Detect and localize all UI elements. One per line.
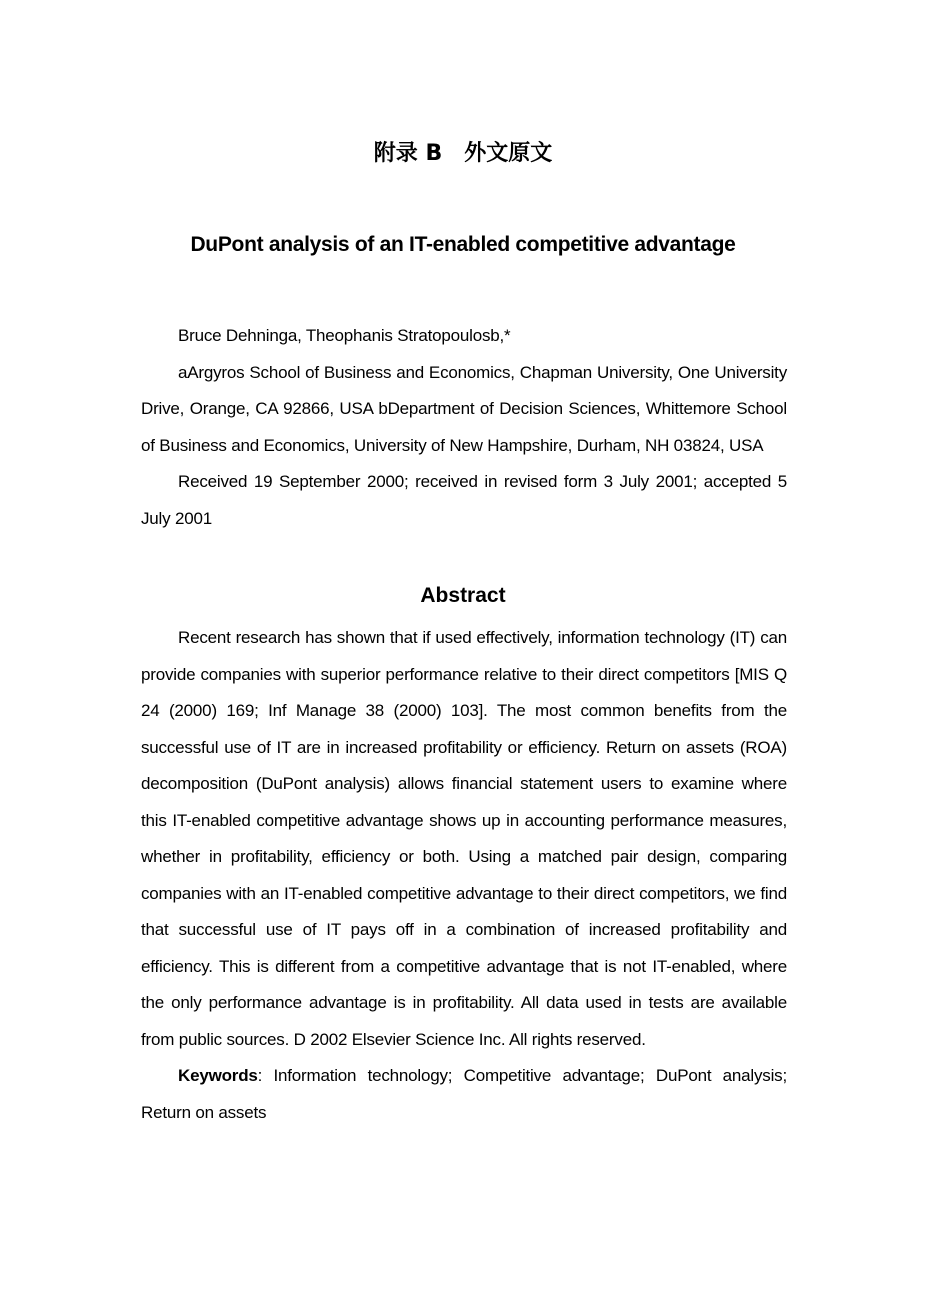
abstract-block <box>141 620 787 1131</box>
dates-paragraph: Received 19 September 2000; received in revised form 3 July 2001; accepted 5 July 2001 <box>141 472 787 528</box>
affiliations-paragraph: aArgyros School of Business and Economics, Chapman University, One University Drive, Orange, CA 92866, USA bDepartment of Decision Sciences, Whittemore School of Business and Economics, University of New Hampshire, Durham, NH 03824, USA <box>141 362 787 455</box>
appendix-title: 附录 B 外文原文 <box>373 141 553 166</box>
paper-title: DuPont analysis of an IT-enabled competitive advantage <box>190 233 736 256</box>
keywords-paragraph <box>141 1058 787 1131</box>
authors-line: Bruce Dehninga, Theophanis Stratopoulosb,* <box>178 326 511 345</box>
author-info-block <box>141 318 787 537</box>
keywords-text: : Information technology; Competitive advantage; DuPont analysis; Return on assets <box>141 1066 787 1122</box>
abstract-paragraph: Recent research has shown that if used effectively, information technology (IT) can provide companies with superior performance relative to their direct competitors [MIS Q 24 (2000) 169; Inf Manage 38 (2000) 103]. The most common benefits from the successful use of IT are in increased profitability or efficiency. Return on assets (ROA) decomposition (DuPont analysis) allows financial statement users to examine where this IT-enabled competitive advantage shows up in accounting performance measures, whether in profitability, efficiency or both. Using a matched pair design, comparing companies with an IT-enabled competitive advantage to their direct competitors, we find that successful use of IT pays off in a combination of increased profitability and efficiency. This is different from a competitive advantage that is not IT-enabled, where the only performance advantage is in profitability. All data used in tests are available from public sources. D 2002 Elsevier Science Inc. All rights reserved. <box>141 628 787 1049</box>
keywords-label: Keywords <box>178 1066 258 1085</box>
abstract-heading: Abstract <box>420 584 506 607</box>
